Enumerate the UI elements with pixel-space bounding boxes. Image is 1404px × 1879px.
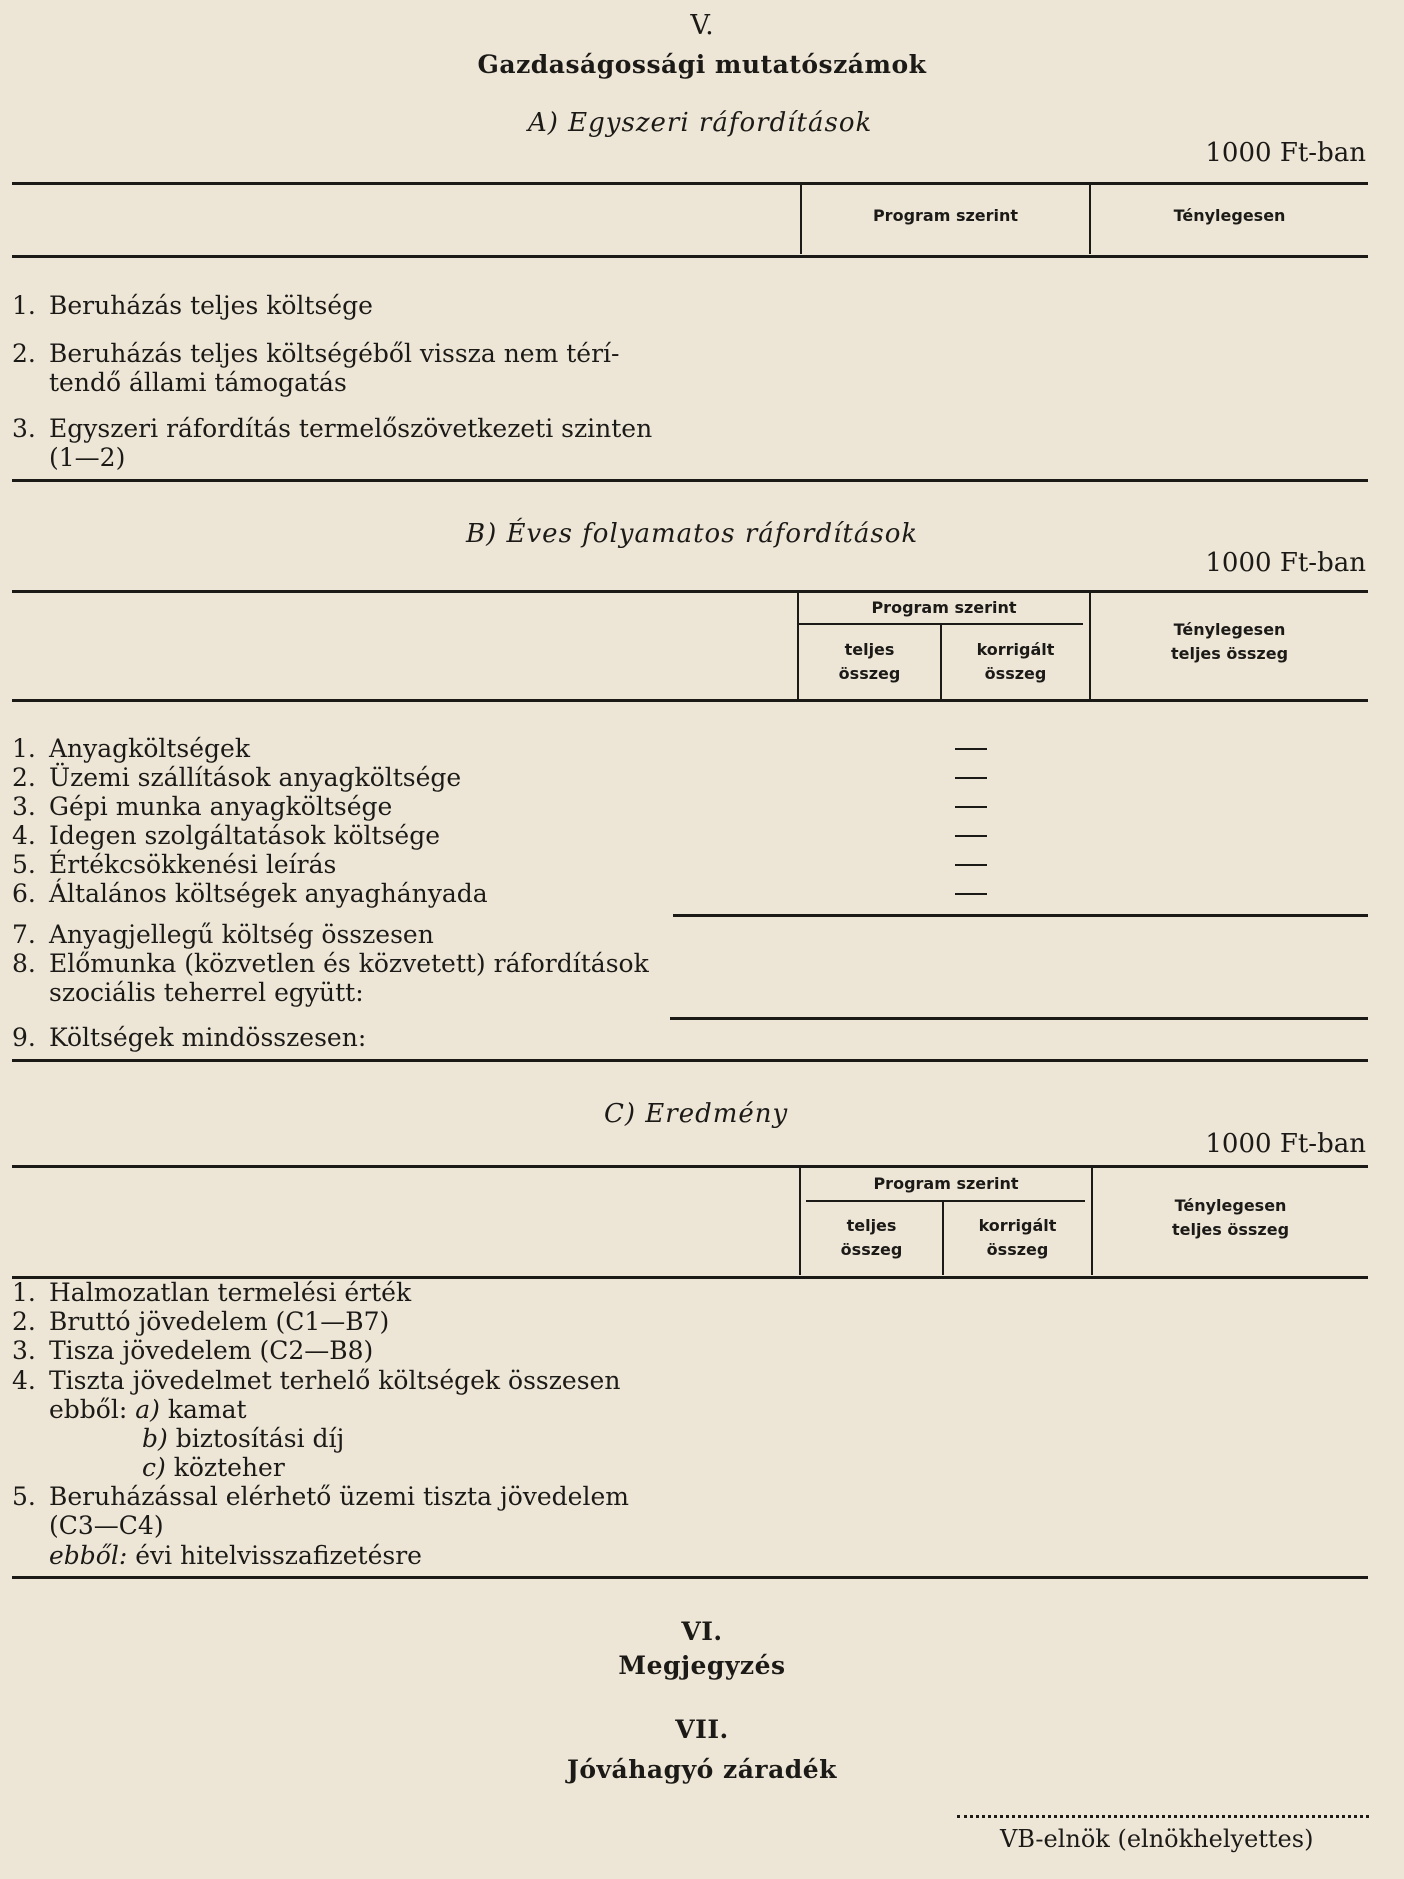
- section-a-bottom-rule: [12, 479, 1368, 482]
- section-b-col-actual: Ténylegesen teljes összeg: [1170, 620, 1289, 663]
- section-c-row-4: 4. Tiszta jövedelmet terhelő költségek összesen: [12, 1366, 621, 1395]
- section-vi-number: VI.: [681, 1617, 723, 1646]
- section-b-program-rule: [799, 623, 1083, 625]
- section-c-row-4a: ebből: a) kamat: [49, 1395, 247, 1424]
- signature-line: [957, 1815, 1369, 1818]
- section-b-bottom-rule: [12, 1059, 1368, 1062]
- section-b-title: B) Éves folyamatos ráfordítások: [466, 519, 919, 549]
- section-c-unit: 1000 Ft-ban: [1205, 1129, 1366, 1159]
- section-b-total-rule: [670, 1017, 1368, 1020]
- dash-mark: [955, 777, 987, 779]
- section-c-row-5-sub: ebből: évi hitelvisszafizetésre: [49, 1541, 422, 1570]
- section-b-row-2: 2. Üzemi szállítások anyagköltsége: [12, 763, 462, 792]
- dash-mark: [955, 748, 987, 750]
- section-c-col-actual: Ténylegesen teljes összeg: [1171, 1196, 1290, 1239]
- section-b-top-rule: [12, 590, 1368, 593]
- section-b-row-7: 7. Anyagjellegű költség összesen: [12, 920, 434, 949]
- section-a-row-3: 3. Egyszeri ráfordítás termelőszövetkezeti szinten (1—2): [12, 414, 653, 472]
- section-b-row-1: 1. Anyagköltségek: [12, 734, 251, 763]
- section-b-col-korrigalt: korrigált összeg: [976, 640, 1055, 683]
- section-c-bottom-rule: [12, 1576, 1368, 1579]
- signature-label: VB-elnök (elnökhelyettes): [1000, 1825, 1314, 1853]
- section-c-title: C) Eredmény: [604, 1099, 789, 1129]
- section-c-row-5: 5. Beruházással elérhető üzemi tiszta jövedelem (C3—C4): [12, 1482, 629, 1540]
- section-vii-title: Jóváhagyó záradék: [567, 1755, 837, 1784]
- section-b-row-9: 9. Költségek mindösszesen:: [12, 1023, 367, 1052]
- section-a-top-rule: [12, 182, 1368, 185]
- dash-mark: [955, 806, 987, 808]
- section-a-header-rule: [12, 255, 1368, 258]
- section-c-row-2: 2. Bruttó jövedelem (C1—B7): [12, 1307, 390, 1336]
- section-b-row-6: 6. Általános költségek anyaghányada: [12, 879, 488, 908]
- section-b-col-program: Program szerint: [871, 598, 1017, 617]
- section-c-col-korrigalt: korrigált összeg: [978, 1216, 1057, 1259]
- section-vi-title: Megjegyzés: [618, 1651, 786, 1680]
- section-b-subtotal-rule: [673, 914, 1368, 917]
- section-a-row-2: 2. Beruházás teljes költségéből vissza nem térí- tendő állami támogatás: [12, 339, 620, 397]
- dash-mark: [955, 864, 987, 866]
- section-a-col-program: Program szerint: [872, 206, 1019, 225]
- section-vii-number: VII.: [675, 1715, 729, 1744]
- section-b-col-teljes: teljes összeg: [838, 640, 901, 683]
- section-b-unit: 1000 Ft-ban: [1205, 548, 1366, 578]
- section-c-row-1: 1. Halmozatlan termelési érték: [12, 1278, 412, 1307]
- dash-mark: [955, 835, 987, 837]
- section-b-row-8: 8. Előmunka (közvetlen és közvetett) ráfordítások szociális teherrel együtt:: [12, 949, 649, 1007]
- section-c-col-program: Program szerint: [873, 1174, 1019, 1193]
- section-a-row-1: 1. Beruházás teljes költsége: [12, 291, 373, 320]
- section-c-row-4b: b) biztosítási díj: [142, 1424, 345, 1453]
- dash-mark: [955, 893, 987, 895]
- section-a-col-actual: Ténylegesen: [1173, 206, 1286, 225]
- section-v-number: V.: [690, 10, 714, 41]
- section-a-unit: 1000 Ft-ban: [1205, 138, 1366, 168]
- section-c-top-rule: [12, 1165, 1368, 1168]
- section-a-title: A) Egyszeri ráfordítások: [528, 108, 873, 138]
- page-title: Gazdaságossági mutatószámok: [477, 50, 927, 79]
- section-b-header-rule: [12, 699, 1368, 702]
- section-b-row-4: 4. Idegen szolgáltatások költsége: [12, 821, 441, 850]
- section-c-row-4c: c) közteher: [142, 1453, 285, 1482]
- section-c-program-rule: [806, 1200, 1085, 1202]
- section-b-row-3: 3. Gépi munka anyagköltsége: [12, 792, 393, 821]
- section-c-col-teljes: teljes összeg: [840, 1216, 903, 1259]
- section-c-row-3: 3. Tisza jövedelem (C2—B8): [12, 1336, 374, 1365]
- section-b-row-5: 5. Értékcsökkenési leírás: [12, 850, 337, 879]
